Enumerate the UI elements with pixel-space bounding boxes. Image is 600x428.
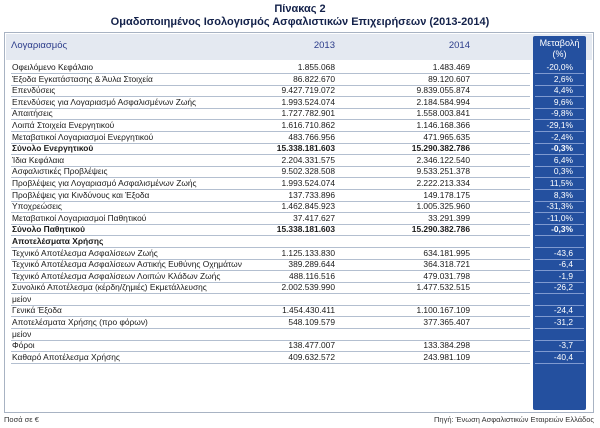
value-2014: 2.346.122.540 — [416, 154, 470, 165]
change-value: -31,3% — [546, 201, 573, 212]
table-row — [5, 166, 593, 178]
value-2014: 1.100.167.109 — [416, 305, 470, 316]
table-row — [5, 305, 593, 317]
table-row — [5, 155, 593, 167]
table-row — [5, 108, 593, 120]
table-row — [5, 236, 593, 248]
change-value: -24,4 — [553, 305, 573, 316]
row-label: Μεταβατικοί Λογαριασμοί Ενεργητικού — [12, 131, 154, 142]
value-2013: 389.289.644 — [288, 259, 335, 270]
value-2013: 1.616.710.862 — [281, 119, 335, 130]
value-2014: 364.318.721 — [423, 259, 470, 270]
table-row — [5, 340, 593, 352]
row-divider — [11, 363, 530, 364]
value-2013: 15.338.181.603 — [276, 143, 335, 154]
source-note: Πηγή: Ένωση Ασφαλιστικών Εταιρειών Ελλάδος — [434, 415, 594, 424]
change-value: -20,0% — [546, 62, 573, 72]
value-2013: 37.417.627 — [293, 212, 335, 223]
row-label: Καθαρό Αποτέλεσμα Χρήσης — [12, 351, 120, 362]
table-title: Ομαδοποιημένος Ισολογισμός Ασφαλιστικών Επιχειρήσεων (2013-2014) — [110, 16, 490, 28]
table-number: Πίνακας 2 — [274, 3, 326, 15]
change-value: 11,5% — [549, 177, 573, 188]
value-2013: 488.116.516 — [289, 270, 335, 281]
value-2013: 137.733.896 — [288, 189, 335, 200]
header-year-2013: 2013 — [313, 40, 335, 51]
header-accounts: Λογαριασμός — [11, 40, 68, 51]
value-2014: 1.005.325.960 — [416, 201, 470, 212]
units-note: Ποσά σε € — [4, 415, 39, 424]
value-2013: 1.993.524.074 — [281, 177, 335, 188]
table-row — [5, 97, 593, 109]
value-2014: 9.839.055.874 — [416, 85, 470, 96]
change-value — [573, 329, 585, 339]
value-2014: 1.558.003.841 — [416, 108, 470, 119]
table-row — [5, 178, 593, 190]
table-row — [5, 120, 593, 132]
value-2013: 9.427.719.072 — [281, 85, 335, 96]
row-label: μείον — [12, 293, 32, 304]
row-label: Οφειλόμενο Κεφάλαιο — [12, 62, 94, 72]
row-label: μείον — [12, 328, 32, 339]
change-value: -2,4% — [551, 131, 573, 142]
value-2013: 1.125.133.830 — [281, 247, 335, 258]
row-label: Τεχνικό Αποτέλεσμα Ασφαλίσεων Ζωής — [12, 247, 158, 258]
value-2014: 471.965.635 — [423, 131, 470, 142]
change-value: 0,3% — [553, 166, 573, 177]
value-2013: 2.002.539.990 — [281, 282, 335, 293]
row-label: Επενδύσεις — [12, 85, 56, 96]
change-value: -6,4 — [558, 259, 573, 270]
table-row — [5, 62, 593, 74]
value-2014: 634.181.995 — [423, 247, 470, 258]
table-row — [5, 282, 593, 294]
table-row — [5, 317, 593, 329]
value-2014: 377.365.407 — [423, 317, 470, 328]
table-row — [5, 190, 593, 202]
value-2014: 133.384.298 — [423, 340, 470, 351]
change-value: 2,6% — [553, 73, 573, 84]
value-2014: 2.184.584.994 — [416, 96, 470, 107]
row-label: Προβλέψεις για Λογαριασμό Ασφαλισμένων Ζωής — [12, 177, 197, 188]
value-2013: 1.462.845.923 — [281, 201, 335, 212]
table-row — [5, 271, 593, 283]
change-value: 9,6% — [553, 96, 573, 107]
value-2013: 1.993.524.074 — [281, 96, 335, 107]
value-2014: 2.222.213.334 — [416, 177, 470, 188]
value-2013: 86.822.670 — [293, 73, 335, 84]
value-2014: 89.120.607 — [428, 73, 470, 84]
row-label: Επενδύσεις για Λογαριασμό Ασφαλισμένων Ζωής — [12, 96, 197, 107]
change-value: -40,4 — [553, 351, 573, 362]
table-row — [5, 132, 593, 144]
row-label: Υποχρεώσεις — [12, 201, 62, 212]
row-label: Έξοδα Εγκατάστασης & Άυλα Στοιχεία — [12, 73, 153, 84]
table-row — [5, 329, 593, 341]
row-label: Απαιτήσεις — [12, 108, 53, 119]
value-2013: 1.855.068 — [297, 62, 335, 72]
table-row — [5, 294, 593, 306]
value-2013: 2.204.331.575 — [281, 154, 335, 165]
table-row — [5, 259, 593, 271]
value-2013: 483.766.956 — [288, 131, 335, 142]
change-value: 4,4% — [553, 85, 573, 96]
row-label: Σύνολο Ενεργητικού — [12, 143, 94, 154]
value-2013: 15.338.181.603 — [276, 224, 335, 235]
row-label: Γενικά Έξοδα — [12, 305, 62, 316]
row-label: Τεχνικό Αποτέλεσμα Ασφαλίσεων Αστικής Ευθύνης Οχημάτων — [12, 259, 242, 270]
value-2013: 9.502.328.508 — [281, 166, 335, 177]
row-label: Ασφαλιστικές Προβλέψεις — [12, 166, 108, 177]
balance-sheet-table — [4, 32, 594, 413]
value-2014: 15.290.382.786 — [411, 224, 470, 235]
row-label: Προβλέψεις για Κινδύνους και Έξοδα — [12, 189, 150, 200]
table-row — [5, 213, 593, 225]
value-2014: 1.477.532.515 — [416, 282, 470, 293]
header-change-percent — [533, 38, 586, 60]
value-2014: 1.483.469 — [432, 62, 470, 72]
value-2013: 1.454.430.411 — [282, 305, 335, 316]
change-divider — [535, 363, 584, 364]
table-row — [5, 143, 593, 155]
table-row — [5, 224, 593, 236]
change-value: -43,6 — [553, 247, 573, 258]
row-label: Αποτελέσματα Χρήσης — [12, 235, 104, 246]
row-label: Τεχνικό Αποτέλεσμα Ασφαλίσεων Λοιπών Κλάδων Ζωής — [12, 270, 221, 281]
value-2014: 479.031.798 — [423, 270, 470, 281]
table-row — [5, 201, 593, 213]
change-value: -3,7 — [558, 340, 573, 351]
row-label: Συνολικό Αποτέλεσμα (κέρδη/ζημιές) Εκμετάλλευσης — [12, 282, 207, 293]
change-value — [573, 294, 585, 304]
row-label: Αποτελέσματα Χρήσης (προ φόρων) — [12, 317, 148, 328]
header-change-unit: (%) — [552, 49, 567, 59]
table-row — [5, 85, 593, 97]
table-row — [5, 74, 593, 86]
table-row — [5, 248, 593, 260]
value-2013: 409.632.572 — [288, 351, 335, 362]
value-2013: 138.477.007 — [288, 340, 335, 351]
change-value: 8,3% — [553, 189, 573, 200]
table-body — [5, 62, 593, 363]
row-label: Μεταβατικοί Λογαριασμοί Παθητικού — [12, 212, 147, 223]
change-value — [573, 236, 585, 246]
change-value: -9,8% — [551, 108, 573, 119]
change-value: 6,4% — [553, 154, 573, 165]
value-2014: 243.981.109 — [423, 351, 470, 362]
change-value: -0,3% — [551, 143, 573, 154]
row-label: Λοιπά Στοιχεία Ενεργητικού — [12, 119, 115, 130]
row-label: Σύνολο Παθητικού — [12, 224, 85, 235]
value-2014: 33.291.399 — [428, 212, 470, 223]
value-2014: 15.290.382.786 — [411, 143, 470, 154]
value-2013: 548.109.579 — [288, 317, 335, 328]
change-value: -29,1% — [546, 119, 573, 130]
value-2014: 149.178.175 — [423, 189, 470, 200]
value-2013: 1.727.782.901 — [281, 108, 335, 119]
value-2014: 1.146.168.366 — [416, 119, 470, 130]
row-label: Φόροι — [12, 340, 35, 351]
change-value: -31,2 — [553, 317, 573, 328]
value-2014: 9.533.251.378 — [416, 166, 470, 177]
header-change-label: Μεταβολή — [539, 38, 580, 48]
change-value: -0,3% — [551, 224, 573, 235]
table-row — [5, 352, 593, 364]
change-value: -1,9 — [558, 270, 573, 281]
header-year-2014: 2014 — [448, 40, 470, 51]
change-value: -26,2 — [553, 282, 573, 293]
change-value: -11,0% — [547, 212, 573, 223]
row-label: Ίδια Κεφάλαια — [12, 154, 65, 165]
